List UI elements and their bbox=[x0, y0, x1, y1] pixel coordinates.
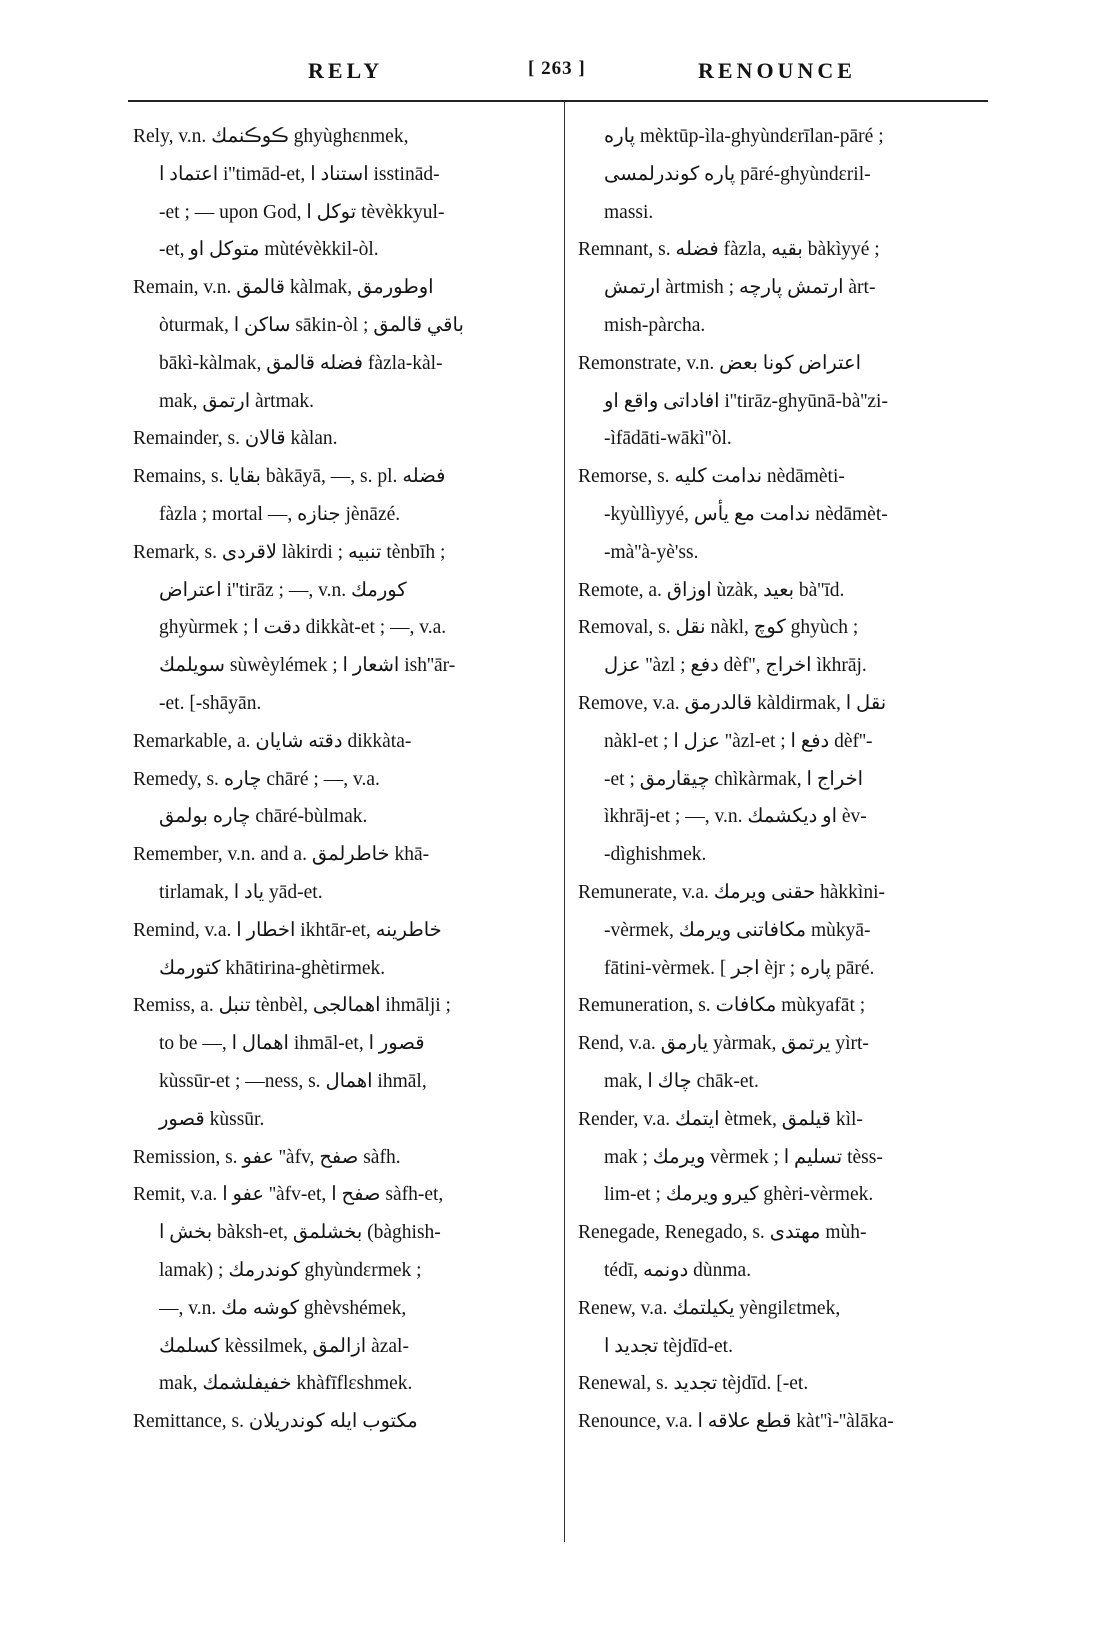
page-number: [ 263 ] bbox=[528, 58, 586, 79]
dictionary-line: mish-pàrcha. bbox=[604, 314, 706, 336]
dictionary-line: mak, خفيفلشمك khàfīflɛshmek. bbox=[159, 1373, 413, 1395]
dictionary-line: Remove, v.a. قالدرمق kàldirmak, نقل ا bbox=[578, 692, 887, 714]
left-column bbox=[133, 118, 543, 1441]
dictionary-line: lamak) ; كوندرمك ghyùndɛrmek ; bbox=[159, 1259, 422, 1281]
dictionary-line: Remote, a. اوزاق ùzàk, بعيد bà''īd. bbox=[578, 579, 845, 601]
dictionary-line: -et, متوكل او mùtévèkkil-òl. bbox=[159, 239, 379, 261]
dictionary-line: Remarkable, a. دقته شايان dikkàta- bbox=[133, 730, 412, 752]
dictionary-line: nàkl-et ; عزل ا ''àzl-et ; دفع ا dèf''- bbox=[604, 730, 873, 752]
dictionary-line: tédī, دونمه dùnma. bbox=[604, 1259, 752, 1281]
dictionary-line: Remnant, s. فضله fàzla, بقيه bàkìyyé ; bbox=[578, 239, 880, 261]
page-header bbox=[128, 58, 988, 98]
dictionary-line: Renounce, v.a. قطع علاقه ا kàt''ì-''àlāka- bbox=[578, 1411, 894, 1433]
dictionary-line: Rely, v.n. ڪوڪنمك ghyùghɛnmek, bbox=[133, 126, 409, 147]
dictionary-line: Remunerate, v.a. حقنى ويرمك hàkkìni- bbox=[578, 881, 886, 903]
dictionary-line: Renew, v.a. يكيلتمك yèngilɛtmek, bbox=[578, 1297, 841, 1319]
right-column bbox=[578, 118, 990, 1441]
dictionary-line: كتورمك khātirina-ghètirmek. bbox=[159, 957, 386, 979]
dictionary-line: Removal, s. نقل nàkl, كوچ ghyùch ; bbox=[578, 617, 859, 639]
dictionary-line: to be —, اهمال ا ihmāl-et, قصور ا bbox=[159, 1033, 425, 1055]
dictionary-line: -dìghishmek. bbox=[604, 844, 707, 866]
column-divider bbox=[564, 102, 565, 1542]
dictionary-line: Remuneration, s. مكافات mùkyafāt ; bbox=[578, 995, 866, 1017]
left-guide-word: RELY bbox=[308, 58, 384, 83]
dictionary-line: كسلمك kèssilmek, ازالمق àzal- bbox=[159, 1335, 409, 1357]
dictionary-line: Remember, v.n. and a. خاطرلمق khā- bbox=[133, 844, 430, 866]
dictionary-line: òturmak, ساكن ا sākin-òl ; باقي قالمق bbox=[159, 314, 464, 336]
dictionary-line: اعتراض i''tirāz ; —, v.n. كورمك bbox=[159, 579, 407, 601]
dictionary-line: Renewal, s. تجديد tèjdīd. [-et. bbox=[578, 1373, 809, 1395]
dictionary-line: —, v.n. كوشه مك ghèvshémek, bbox=[159, 1297, 407, 1319]
dictionary-line: پاره كوندرلمسى pāré-ghyùndɛril- bbox=[604, 163, 871, 185]
dictionary-line: massi. bbox=[604, 201, 654, 223]
dictionary-line: Rend, v.a. يارمق yàrmak, يرتمق yìrt- bbox=[578, 1033, 869, 1055]
dictionary-line: ghyùrmek ; دقت ا dikkàt-et ; —, v.a. bbox=[159, 617, 447, 639]
header-rule bbox=[128, 100, 988, 102]
dictionary-line: fātini-vèrmek. [ اجر èjr ; پاره pāré. bbox=[604, 957, 875, 979]
dictionary-line: چاره بولمق chāré-bùlmak. bbox=[159, 806, 368, 828]
dictionary-line: Remorse, s. ندامت كليه nèdāmèti- bbox=[578, 466, 845, 488]
dictionary-line: mak, ارتمق àrtmak. bbox=[159, 390, 315, 412]
dictionary-line: -et ; — upon God, توكل ا tèvèkkyul- bbox=[159, 201, 445, 223]
dictionary-line: lim-et ; كيرو ويرمك ghèri-vèrmek. bbox=[604, 1184, 874, 1206]
dictionary-line: Remind, v.a. اخطار ا ikhtār-et, خاطرينه bbox=[133, 919, 442, 941]
dictionary-line: Remain, v.n. قالمق kàlmak, اوطورمق bbox=[133, 277, 434, 299]
dictionary-line: fàzla ; mortal —, جنازه jènāzé. bbox=[159, 503, 401, 525]
dictionary-line: bākì-kàlmak, فضله قالمق fàzla-kàl- bbox=[159, 352, 443, 374]
dictionary-line: ارتمش àrtmish ; ارتمش پارچه àrt- bbox=[604, 277, 876, 299]
dictionary-line: افاداتى واقع او i''tirāz-ghyūnā-bà''zi- bbox=[604, 390, 888, 412]
dictionary-line: تجديد ا tèjdīd-et. bbox=[604, 1335, 733, 1357]
dictionary-line: بخش ا bàksh-et, بخشلمق (bàghish- bbox=[159, 1222, 441, 1244]
dictionary-line: ìkhrāj-et ; —, v.n. او ديكشمك èv- bbox=[604, 806, 867, 828]
dictionary-line: mak ; ويرمك vèrmek ; تسليم ا tèss- bbox=[604, 1146, 883, 1168]
dictionary-line: سويلمك sùwèylémek ; اشعار ا ish''ār- bbox=[159, 655, 456, 677]
dictionary-line: Remiss, a. تنبل tènbèl, اهمالجى ihmālji ; bbox=[133, 995, 451, 1017]
dictionary-line: Remit, v.a. عفو ا ''àfv-et, صفح ا sàfh-et, bbox=[133, 1184, 444, 1206]
dictionary-line: اعتماد ا i''timād-et, استناد ا isstinād- bbox=[159, 163, 440, 185]
dictionary-line: mak, چاك ا chāk-et. bbox=[604, 1070, 759, 1092]
dictionary-line: Remark, s. لاقردى làkirdi ; تنبيه tènbīh ; bbox=[133, 541, 446, 563]
dictionary-line: Remainder, s. قالان kàlan. bbox=[133, 428, 338, 450]
dictionary-line: Renegade, Renegado, s. مهتدى mùh- bbox=[578, 1222, 867, 1244]
dictionary-line: tirlamak, ياد ا yād-et. bbox=[159, 881, 323, 903]
dictionary-line: Remission, s. عفو ''àfv, صفح sàfh. bbox=[133, 1146, 401, 1168]
dictionary-line: -mà''à-yè'ss. bbox=[604, 541, 699, 563]
dictionary-line: عزل ''àzl ; دفع dèf'', اخراج ìkhrāj. bbox=[604, 655, 867, 677]
right-guide-word: RENOUNCE bbox=[698, 58, 856, 83]
dictionary-line: Remedy, s. چاره chāré ; —, v.a. bbox=[133, 768, 380, 790]
dictionary-line: Remittance, s. مكتوب ايله كوندريلان bbox=[133, 1411, 418, 1433]
dictionary-line: -et ; چيقارمق chìkàrmak, اخراج ا bbox=[604, 768, 864, 790]
dictionary-line: -et. [-shāyān. bbox=[159, 692, 262, 714]
dictionary-line: Remains, s. بقايا bàkāyā, —, s. pl. فضله bbox=[133, 466, 446, 488]
dictionary-line: kùssūr-et ; —ness, s. اهمال ihmāl, bbox=[159, 1070, 427, 1092]
dictionary-line: پاره mèktūp-ìla-ghyùndɛrīlan-pāré ; bbox=[604, 126, 884, 147]
dictionary-line: Remonstrate, v.n. اعتراض كونا بعض bbox=[578, 352, 862, 374]
dictionary-line: -vèrmek, مكافاتنى ويرمك mùkyā- bbox=[604, 919, 871, 941]
dictionary-line: Render, v.a. ايتمك ètmek, قيلمق kìl- bbox=[578, 1108, 863, 1130]
dictionary-line: قصور kùssūr. bbox=[159, 1108, 265, 1130]
dictionary-line: -kyùllìyyé, ندامت مع يأس nèdāmèt- bbox=[604, 503, 888, 525]
dictionary-line: -ìfādāti-wākì''òl. bbox=[604, 428, 732, 450]
